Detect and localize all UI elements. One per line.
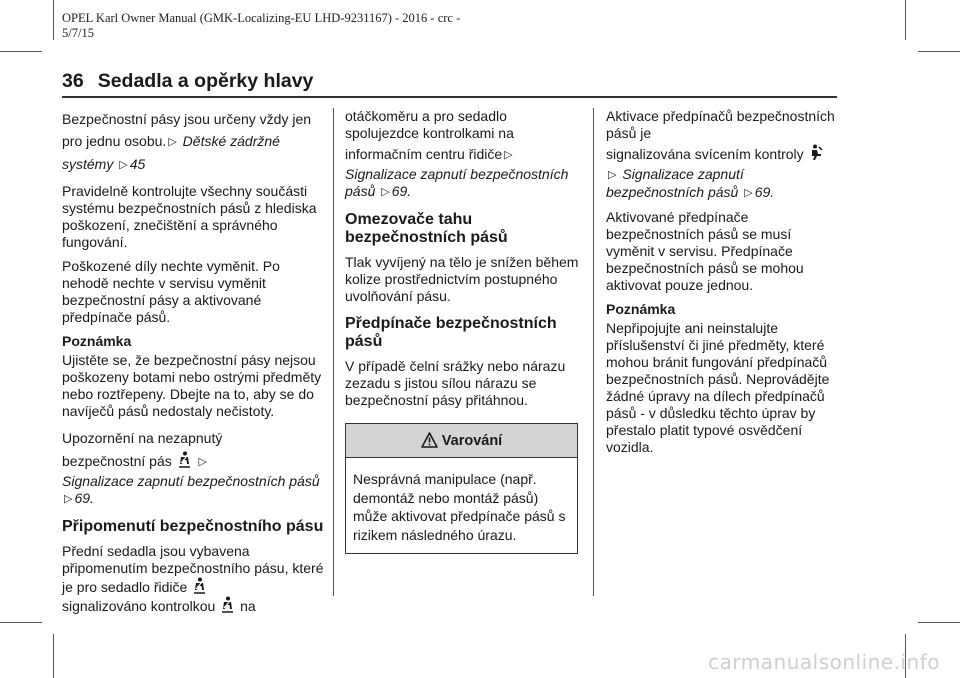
paragraph: Aktivované předpínače bezpečnostních pásů se musí vyměnit v servisu. Předpínače bezpečnostních pásů se mohou aktivovat pouze jednou.: [606, 209, 804, 293]
note-text: Nepřipojujte ani neinstalujte příslušenství či jiné předměty, které mohou bránit fungování předpínačů bezpečnostních pásů. Neprovádějte žádné úpravy na dílech předpínačů pásů - v důsledku těchto úprav by přestalo platit typové osvědčení vozidla.: [606, 320, 830, 455]
warning-triangle-icon: [421, 432, 438, 448]
column-divider: [593, 108, 594, 596]
page-reference-arrow-icon: ▷: [64, 493, 73, 505]
seatbelt-warning-icon: [193, 577, 206, 594]
section-heading: Omezovače tahu bezpečnostních pásů: [345, 211, 508, 246]
airbag-pretensioner-icon: [810, 144, 823, 161]
warning-header: [346, 424, 577, 458]
paragraph: Bezpečnostní pásy jsou určeny vždy jen pro jednu osobu. ▷ Dětské zádržné systémy ▷ 45: [62, 108, 324, 176]
cross-reference[interactable]: Signalizace zapnutí bezpečnostních pásů: [62, 473, 320, 489]
section-heading: Předpínače bezpečnostních pásů: [345, 315, 557, 350]
page-reference-arrow-icon: ▷: [504, 149, 513, 161]
paragraph: Upozornění na nezapnutý bezpečnostní pás ▷: [62, 427, 324, 474]
page-reference-arrow-icon: ▷: [381, 186, 390, 198]
page-reference-arrow-icon: ▷: [744, 187, 753, 199]
warning-title: Varování: [441, 433, 503, 449]
page-number: 36: [62, 70, 84, 92]
crop-mark: [53, 0, 54, 40]
paragraph: Aktivace předpínačů bezpečnostních pásů je signalizována svícením kontroly ▷ Signalizace zapnutí bezpečnostních pásů ▷ 69.: [606, 108, 835, 200]
paragraph: Tlak vyvíjený na tělo je snížen během kolize prostřednictvím postupného uvolňování pásu.: [345, 254, 579, 304]
page-reference-arrow-icon: ▷: [119, 159, 128, 171]
warning-text: Nesprávná manipulace (např. demontáž nebo montáž pásů) může aktivovat předpínače pásů s rizikem následného úrazu.: [353, 471, 566, 543]
paragraph: Signalizace zapnutí bezpečnostních pásů ▷ 69.: [62, 473, 320, 506]
crop-mark: [905, 0, 906, 40]
column-1: [62, 108, 324, 622]
page-title: Sedadla a opěrky hlavy: [97, 70, 314, 92]
crop-mark: [0, 51, 42, 52]
cross-reference-page[interactable]: 69: [754, 184, 771, 200]
paragraph: Pravidelně kontrolujte všechny součásti systému bezpečnostních pásů z hlediska poškození, znečištění a správného fungování.: [62, 183, 317, 250]
crop-mark: [918, 622, 960, 623]
paragraph: otáčkoměru a pro sedadlo spolujezdce kontrolkami na informačním centru řidiče ▷ Signalizace zapnutí bezpečnostních pásů ▷ 69.: [345, 108, 569, 199]
column-divider: [333, 108, 334, 596]
crop-mark: [918, 51, 960, 52]
seatbelt-warning-icon: [178, 451, 191, 468]
document-header-note: OPEL Karl Owner Manual (GMK-Localizing-EU LHD-9231167) - 2016 - crc - 5/7/15: [62, 11, 461, 40]
cross-reference[interactable]: Dětské zádržné systémy: [62, 133, 280, 172]
page-reference-arrow-icon: ▷: [198, 456, 207, 468]
page-heading: [62, 70, 313, 93]
paragraph: Poškozené díly nechte vyměnit. Po nehodě nechte v servisu vyměnit bezpečnostní pásy a aktivované předpínače pásů.: [62, 258, 280, 325]
section-heading: Připomenutí bezpečnostního pásu: [62, 518, 324, 535]
paragraph: V případě čelní srážky nebo nárazu zezadu s jistou sílou nárazu se bezpečnostní pásy přitáhnou.: [345, 358, 566, 408]
page-reference-arrow-icon: ▷: [608, 169, 617, 181]
crop-mark: [53, 634, 54, 678]
cross-reference-page[interactable]: 45: [129, 156, 146, 172]
page-reference-arrow-icon: ▷: [168, 136, 177, 148]
cross-reference-page[interactable]: 69: [74, 490, 91, 506]
column-2: [345, 108, 581, 554]
warning-box: [345, 423, 578, 554]
watermark: carmanualsonline.info: [708, 650, 940, 674]
seatbelt-warning-icon: [221, 596, 234, 613]
note-title: Poznámka: [606, 301, 676, 317]
note-text: Ujistěte se, že bezpečnostní pásy nejsou poškozeny botami nebo ostrými předměty nebo roztřepeny. Dbejte na to, aby se do navíječů pásů nedostaly nečistoty.: [62, 352, 322, 419]
heading-rule: [62, 96, 837, 98]
crop-mark: [0, 622, 42, 623]
note-title: Poznámka: [62, 333, 132, 349]
cross-reference[interactable]: Signalizace zapnutí bezpečnostních pásů: [606, 166, 744, 200]
paragraph: Přední sedadla jsou vybavena připomenutím bezpečnostního pásu, které je pro sedadlo řidiče signalizováno kontrolkou na: [62, 543, 324, 614]
cross-reference-page[interactable]: 69: [391, 183, 408, 199]
cross-reference[interactable]: Signalizace zapnutí bezpečnostních pásů: [345, 166, 569, 199]
column-3: [606, 108, 842, 463]
